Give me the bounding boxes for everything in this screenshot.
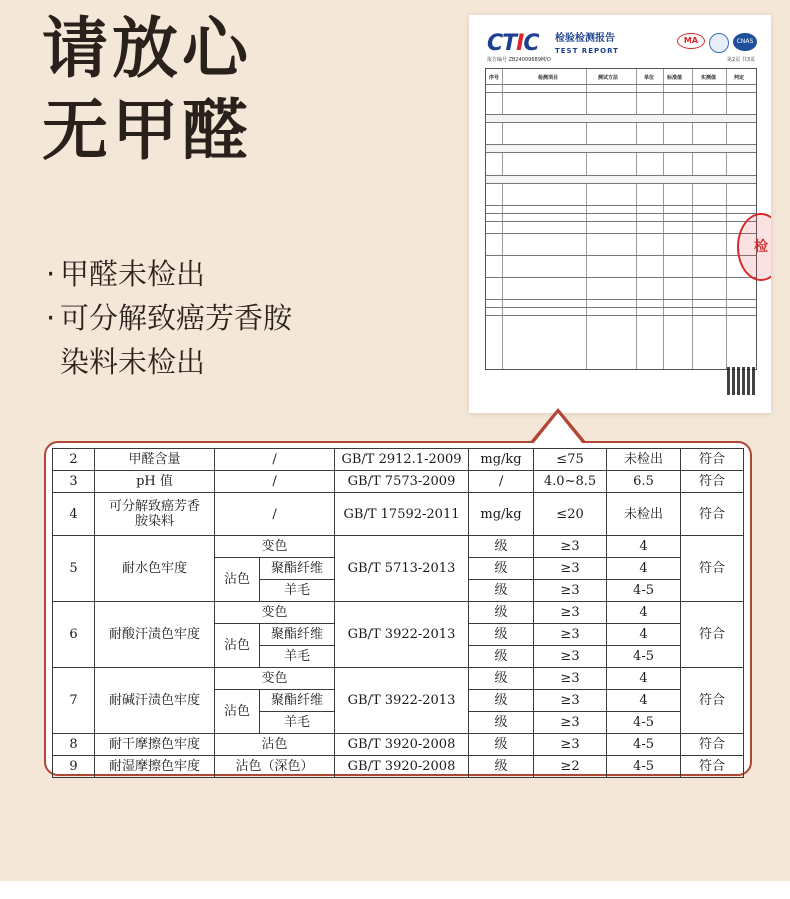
sub-item: 沾色（深色） bbox=[215, 756, 335, 778]
report-row bbox=[486, 255, 756, 278]
unit: 级 bbox=[469, 668, 534, 690]
measured-value: 4 bbox=[607, 602, 681, 624]
row-number: 4 bbox=[53, 493, 95, 536]
sub-item: 聚酯纤维 bbox=[260, 624, 335, 646]
test-method: GB/T 3922-2013 bbox=[335, 602, 469, 668]
table-row bbox=[53, 449, 744, 471]
sub-item: 羊毛 bbox=[260, 646, 335, 668]
test-item: 耐碱汗渍色牢度 bbox=[95, 668, 215, 734]
measured-value: 4 bbox=[607, 624, 681, 646]
sub-item: 变色 bbox=[215, 536, 335, 558]
test-item: 耐酸汗渍色牢度 bbox=[95, 602, 215, 668]
bullet-item bbox=[46, 296, 292, 340]
table-row bbox=[53, 471, 744, 493]
measured-value: 未检出 bbox=[607, 449, 681, 471]
stain-label: 沾色 bbox=[215, 558, 260, 602]
report-mini-table bbox=[485, 68, 757, 370]
measured-value: 6.5 bbox=[607, 471, 681, 493]
report-row bbox=[486, 233, 756, 256]
test-report-thumbnail bbox=[469, 15, 771, 413]
report-meta bbox=[487, 56, 755, 63]
unit: 级 bbox=[469, 580, 534, 602]
standard-value: ≥3 bbox=[534, 646, 607, 668]
verdict: 符合 bbox=[681, 536, 744, 602]
test-item: 耐水色牢度 bbox=[95, 536, 215, 602]
sub-item: 聚酯纤维 bbox=[260, 690, 335, 712]
standard-value: ≥3 bbox=[534, 624, 607, 646]
row-number: 9 bbox=[53, 756, 95, 778]
report-subtitle: TEST REPORT bbox=[555, 47, 619, 55]
certification-marks bbox=[677, 33, 757, 53]
verdict: 符合 bbox=[681, 734, 744, 756]
test-item: 耐干摩擦色牢度 bbox=[95, 734, 215, 756]
unit: 级 bbox=[469, 734, 534, 756]
ma-mark-icon: MA bbox=[677, 33, 705, 49]
sub-item: 羊毛 bbox=[260, 712, 335, 734]
test-method: GB/T 3920-2008 bbox=[335, 734, 469, 756]
zoomed-test-table bbox=[52, 448, 744, 778]
report-table-header: 序号 检测项目 测试方法 单位 标准值 实测值 判定 bbox=[489, 75, 745, 81]
report-row bbox=[486, 315, 756, 370]
verdict: 符合 bbox=[681, 668, 744, 734]
table-row bbox=[53, 602, 744, 624]
verdict: 符合 bbox=[681, 471, 744, 493]
test-item: pH 值 bbox=[95, 471, 215, 493]
sub-item: / bbox=[215, 449, 335, 471]
page-bottom-strip bbox=[0, 881, 790, 899]
unit: 级 bbox=[469, 646, 534, 668]
standard-value: ≥3 bbox=[534, 558, 607, 580]
bullet-dot-icon: · bbox=[46, 301, 56, 335]
unit: 级 bbox=[469, 690, 534, 712]
test-item: 耐湿摩擦色牢度 bbox=[95, 756, 215, 778]
bullet-text: 可分解致癌芳香胺 bbox=[60, 301, 293, 335]
measured-value: 4-5 bbox=[607, 756, 681, 778]
report-row bbox=[486, 152, 756, 168]
red-seal-stamp: 检 bbox=[737, 213, 771, 281]
report-title: 检验检测报告 TEST REPORT bbox=[555, 33, 619, 55]
report-row bbox=[486, 122, 756, 138]
stain-label: 沾色 bbox=[215, 624, 260, 668]
measured-value: 4 bbox=[607, 536, 681, 558]
test-method: GB/T 3920-2008 bbox=[335, 756, 469, 778]
standard-value: ≥3 bbox=[534, 668, 607, 690]
cnas-mark-icon: CNAS bbox=[733, 33, 757, 51]
unit: mg/kg bbox=[469, 493, 534, 536]
sub-item: / bbox=[215, 471, 335, 493]
bullet-item bbox=[46, 252, 292, 296]
standard-value: ≥3 bbox=[534, 712, 607, 734]
callout-pointer-fill bbox=[533, 413, 583, 444]
table-row bbox=[53, 734, 744, 756]
unit: mg/kg bbox=[469, 449, 534, 471]
report-row bbox=[486, 183, 756, 206]
measured-value: 4 bbox=[607, 668, 681, 690]
table-row bbox=[53, 536, 744, 558]
measured-value: 4 bbox=[607, 690, 681, 712]
bullet-text: 甲醛未检出 bbox=[60, 257, 206, 291]
measured-value: 4-5 bbox=[607, 580, 681, 602]
measured-value: 4-5 bbox=[607, 646, 681, 668]
report-row bbox=[486, 277, 756, 300]
unit: 级 bbox=[469, 712, 534, 734]
standard-value: ≥3 bbox=[534, 734, 607, 756]
table-row bbox=[53, 493, 744, 536]
unit: 级 bbox=[469, 624, 534, 646]
standard-value: ≥3 bbox=[534, 690, 607, 712]
verdict: 符合 bbox=[681, 493, 744, 536]
table-row bbox=[53, 668, 744, 690]
unit: 级 bbox=[469, 602, 534, 624]
row-number: 3 bbox=[53, 471, 95, 493]
verdict: 符合 bbox=[681, 602, 744, 668]
bullet-dot-icon: · bbox=[46, 257, 56, 291]
page-number: 第2页 共3页 bbox=[727, 57, 755, 63]
row-number: 6 bbox=[53, 602, 95, 668]
verdict: 符合 bbox=[681, 756, 744, 778]
sub-item: / bbox=[215, 493, 335, 536]
test-method: GB/T 5713-2013 bbox=[335, 536, 469, 602]
standard-value: ≥3 bbox=[534, 580, 607, 602]
standard-value: ≥3 bbox=[534, 536, 607, 558]
qr-code-icon bbox=[727, 367, 755, 395]
report-row bbox=[486, 92, 756, 108]
row-number: 7 bbox=[53, 668, 95, 734]
standard-value: ≥2 bbox=[534, 756, 607, 778]
cnc-logo: CTIC bbox=[487, 31, 539, 56]
sub-item: 羊毛 bbox=[260, 580, 335, 602]
test-item: 可分解致癌芳香胺染料 bbox=[95, 493, 215, 536]
verdict: 符合 bbox=[681, 449, 744, 471]
measured-value: 4-5 bbox=[607, 734, 681, 756]
row-number: 2 bbox=[53, 449, 95, 471]
headline-line-1: 请放心 bbox=[42, 10, 252, 87]
measured-value: 未检出 bbox=[607, 493, 681, 536]
measured-value: 4 bbox=[607, 558, 681, 580]
unit: 级 bbox=[469, 558, 534, 580]
measured-value: 4-5 bbox=[607, 712, 681, 734]
report-number: 报告编号 ZB24009689M/O bbox=[487, 57, 551, 63]
standard-value: ≥3 bbox=[534, 602, 607, 624]
stain-label: 沾色 bbox=[215, 690, 260, 734]
test-method: GB/T 17592-2011 bbox=[335, 493, 469, 536]
sub-item: 变色 bbox=[215, 668, 335, 690]
feature-bullets bbox=[46, 252, 292, 384]
headline bbox=[42, 8, 252, 172]
row-number: 5 bbox=[53, 536, 95, 602]
unit: 级 bbox=[469, 536, 534, 558]
ilac-mark-icon bbox=[709, 33, 729, 53]
unit: 级 bbox=[469, 756, 534, 778]
row-number: 8 bbox=[53, 734, 95, 756]
unit: / bbox=[469, 471, 534, 493]
sub-item: 变色 bbox=[215, 602, 335, 624]
headline-line-2: 无甲醛 bbox=[42, 92, 252, 169]
test-method: GB/T 2912.1-2009 bbox=[335, 449, 469, 471]
standard-value: ≤75 bbox=[534, 449, 607, 471]
sub-item: 聚酯纤维 bbox=[260, 558, 335, 580]
standard-value: ≤20 bbox=[534, 493, 607, 536]
test-method: GB/T 3922-2013 bbox=[335, 668, 469, 734]
bullet-text-continued: 染料未检出 bbox=[60, 345, 206, 379]
test-item: 甲醛含量 bbox=[95, 449, 215, 471]
standard-value: 4.0~8.5 bbox=[534, 471, 607, 493]
table-row bbox=[53, 756, 744, 778]
test-method: GB/T 7573-2009 bbox=[335, 471, 469, 493]
sub-item: 沾色 bbox=[215, 734, 335, 756]
